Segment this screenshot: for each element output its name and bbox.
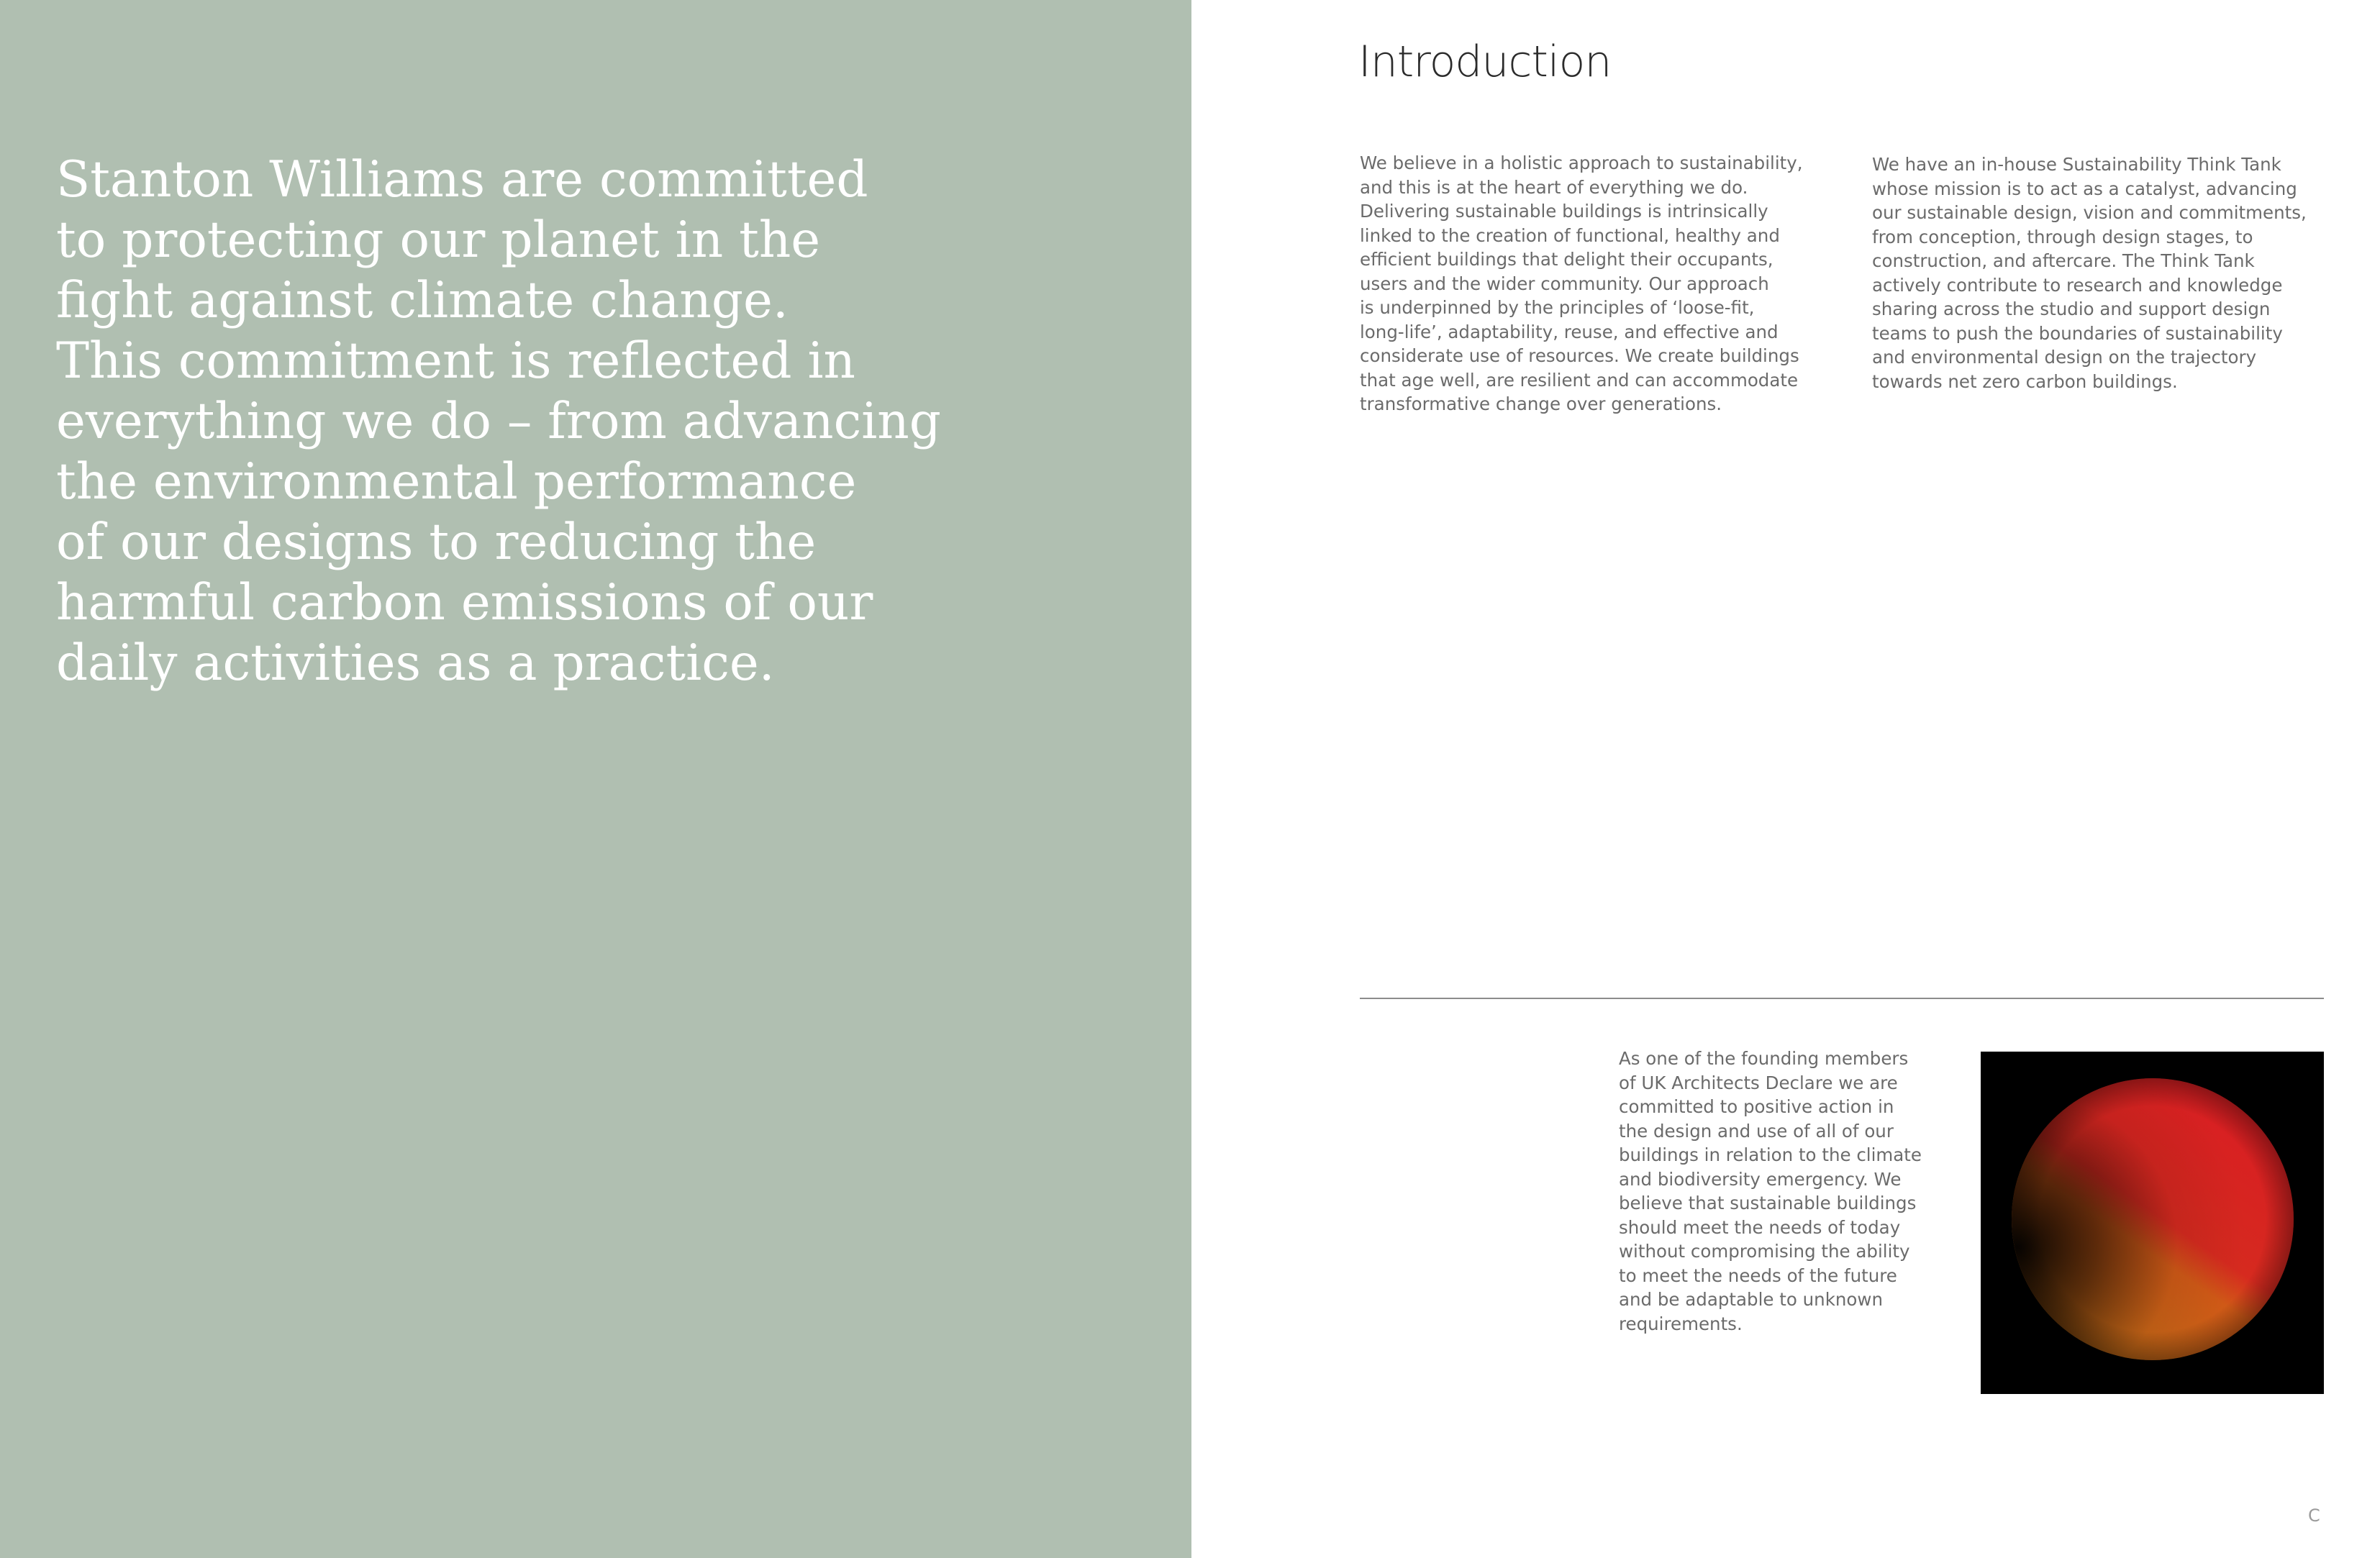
- page-title: Introduction: [1358, 37, 1612, 87]
- planet-rim: [2012, 1078, 2294, 1360]
- planet-graphic: [1981, 1052, 2324, 1394]
- page-folio: C: [2308, 1505, 2320, 1526]
- commitment-statement: Stanton Williams are committed to protecting our planet in the fight against climate change. This commitment is reflected in everything we do – from advancing the environmental performance of our designs to reducing the harmful carbon emissions of our daily activities as a practice.: [56, 151, 941, 692]
- intro-column-2: We have an in-house Sustainability Think Tank whose mission is to act as a catalyst, advancing our sustainable design, vision and commitments, from conception, through design stages, to construction, and aftercare. The Think Tank actively contribute to research and knowledge sharing across the studio and support design teams to push the boundaries of sustainability and environmental design on the trajectory towards net zero carbon buildings.: [1872, 154, 2307, 392]
- right-page-panel: [1191, 0, 2380, 1558]
- section-divider: [1360, 998, 2324, 999]
- planet-image: [1981, 1052, 2324, 1394]
- architects-declare-text: As one of the founding members of UK Architects Declare we are committed to positive action in the design and use of all of our buildings in relation to the climate and biodiversity emergency. We believe that sustainable buildings should meet the needs of today without compromising the ability to meet the needs of the future and be adaptable to unknown requirements.: [1619, 1048, 1922, 1334]
- intro-column-1: We believe in a holistic approach to sustainability, and this is at the heart of everything we do. Delivering sustainable buildings is intrinsically linked to the creation of functional, healthy and efficient buildings that delight their occupants, users and the wider community. Our approach is underpinned by the principles of ‘loose-fit, long-life’, adaptability, reuse, and effective and considerate use of resources. We create buildings that age well, are resilient and can accommodate transformative change over generations.: [1360, 152, 1803, 414]
